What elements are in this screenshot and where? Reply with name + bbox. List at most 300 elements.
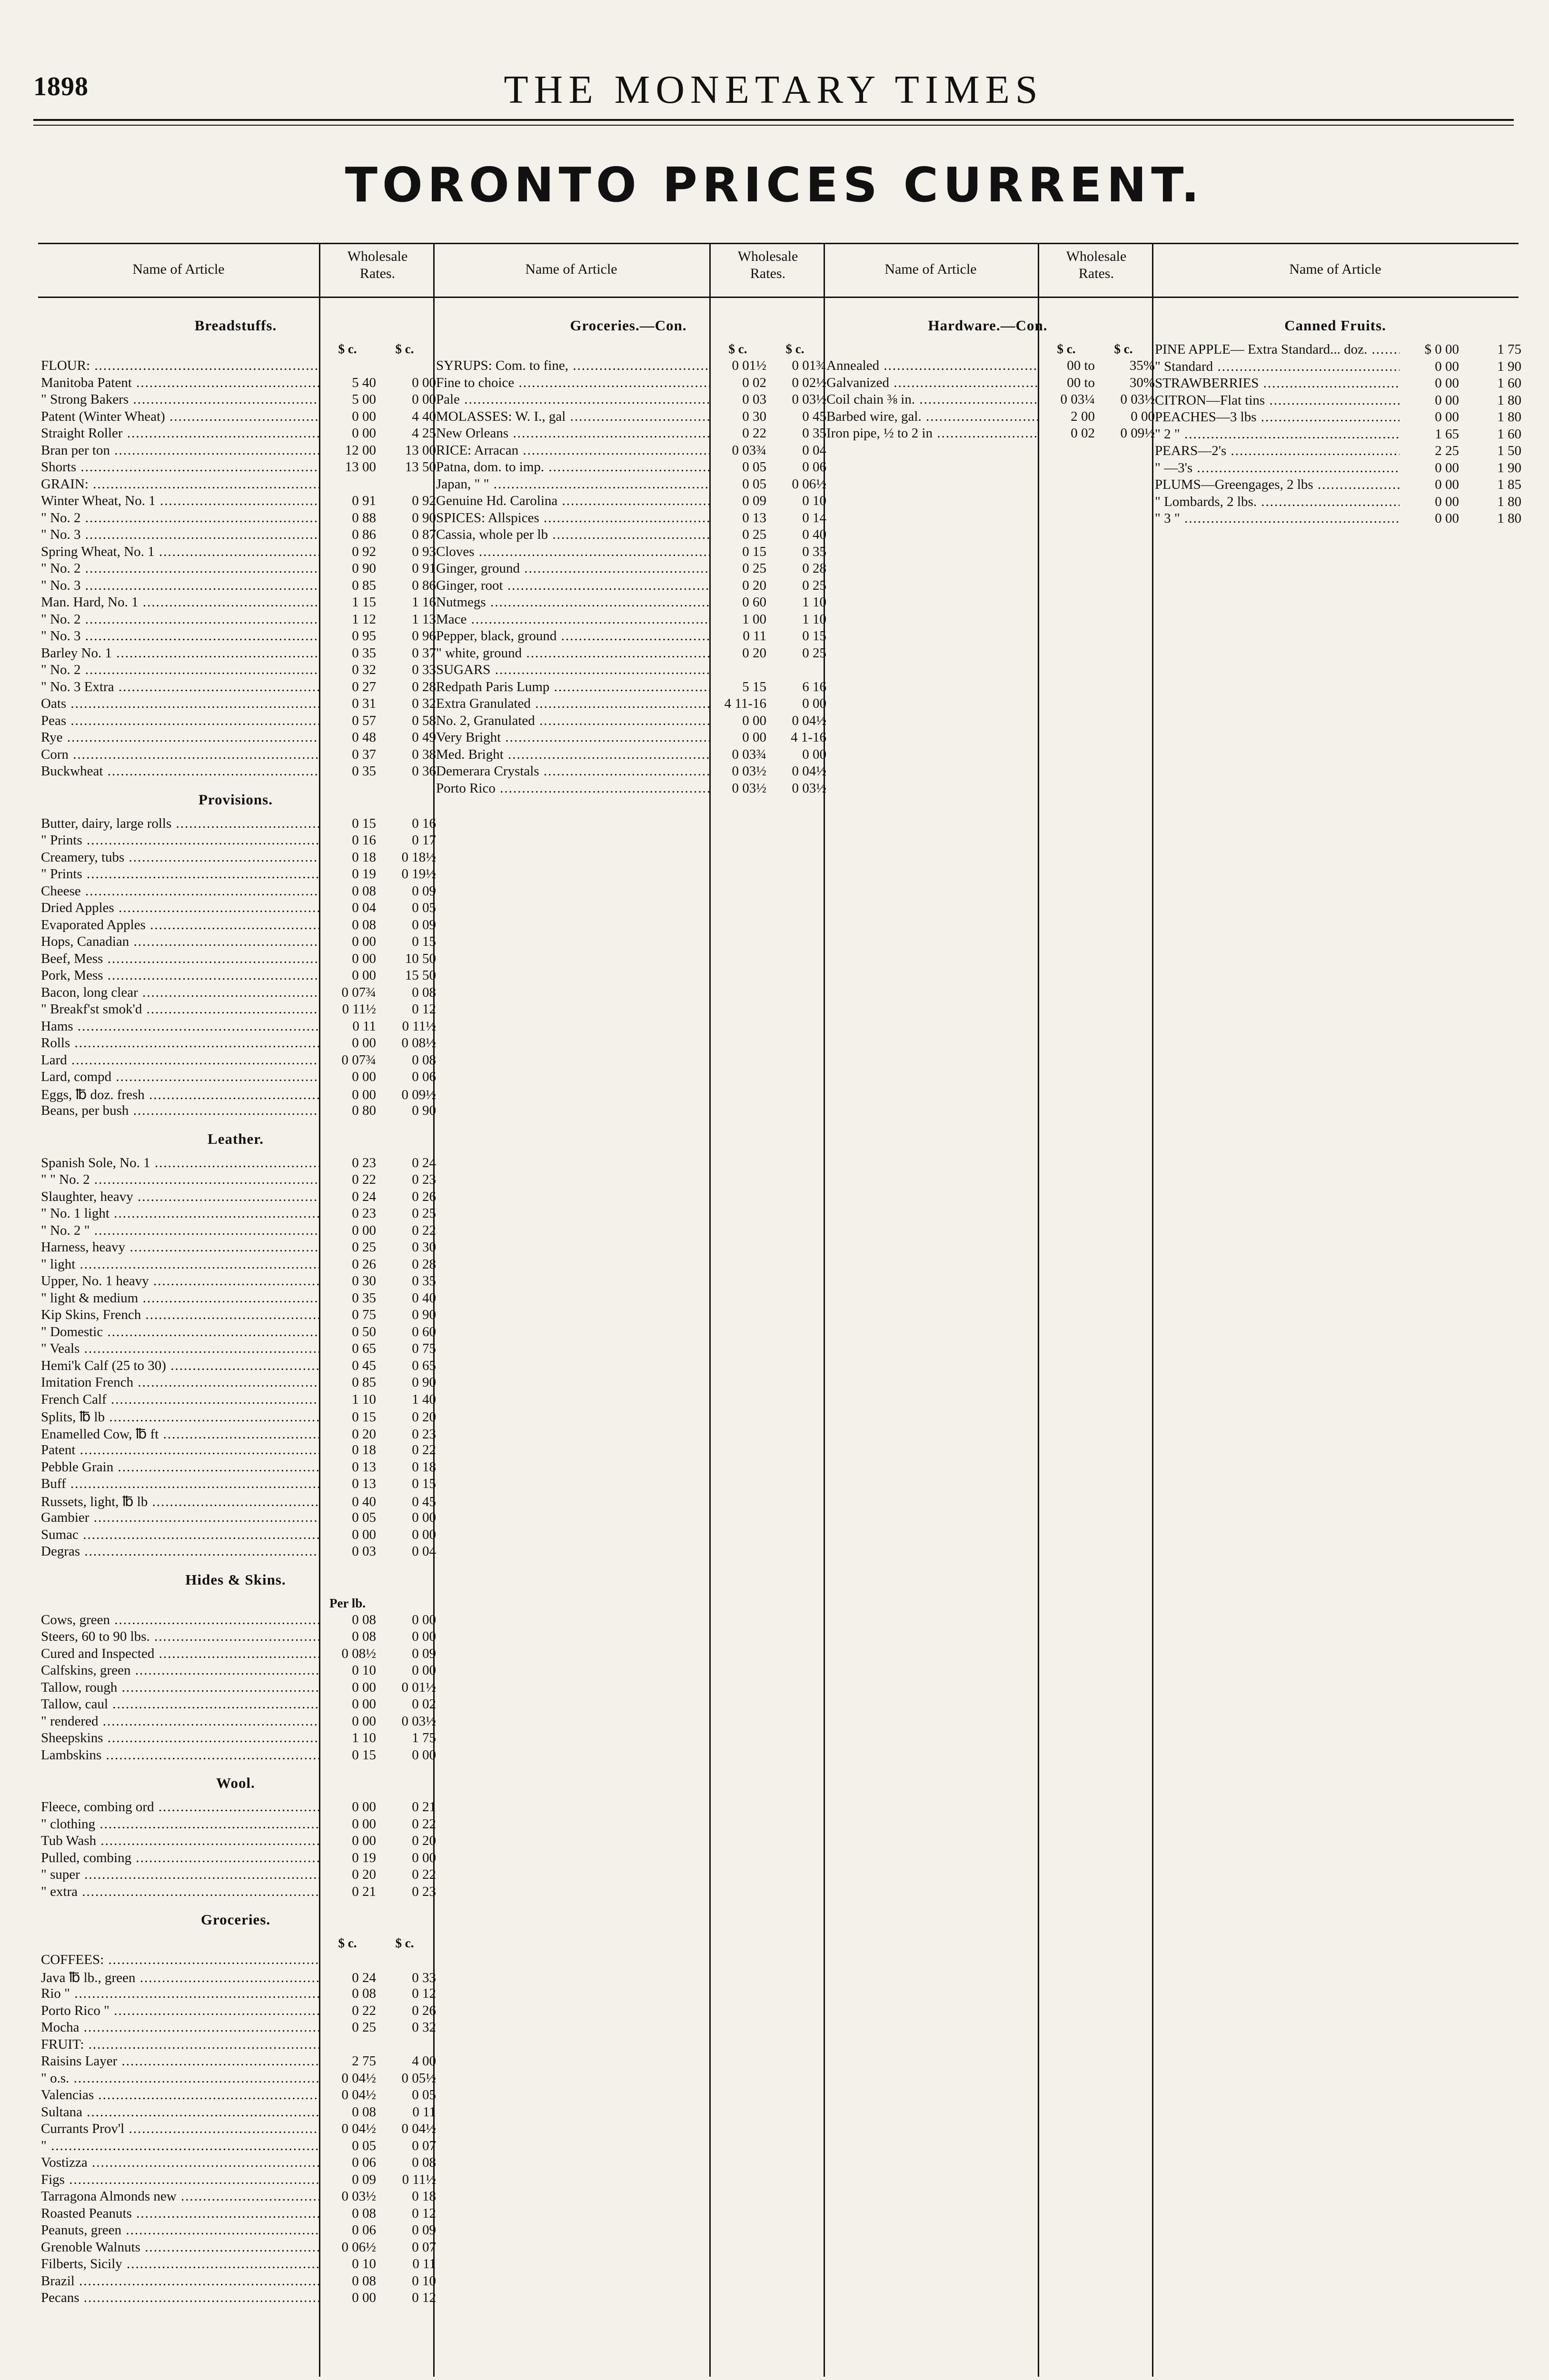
price-row xyxy=(433,747,824,764)
rate-low: 0 15 xyxy=(352,815,376,831)
article-name: Mocha ..... xyxy=(38,2020,319,2035)
article-name: Beef, Mess ..... xyxy=(38,951,319,967)
rate-high: 0 20 xyxy=(412,1833,436,1848)
rate-high: 0 93 xyxy=(412,544,436,559)
rate-low: 4 11-16 xyxy=(724,696,766,711)
article-name: " super ..... xyxy=(38,1867,319,1883)
section-title: Wool. xyxy=(216,1775,255,1791)
article-name: CITRON—Flat tins ..... xyxy=(1152,393,1400,408)
rate-high: 0 45 xyxy=(802,408,826,424)
article-name: Patent ..... xyxy=(38,1442,319,1458)
price-row xyxy=(1152,409,1519,426)
price-row xyxy=(38,561,436,578)
article-name: Fleece, combing ord ..... xyxy=(38,1799,319,1815)
article-name: " light & medium ..... xyxy=(38,1290,319,1306)
price-row xyxy=(433,358,824,375)
column-header xyxy=(824,244,1152,298)
article-name: Sheepskins ..... xyxy=(38,1730,319,1746)
article-name: Genuine Hd. Carolina ..... xyxy=(433,493,709,509)
price-row xyxy=(38,1172,436,1189)
rate-high: 0 16 xyxy=(412,815,436,831)
rate-high: 0 05 xyxy=(412,2087,436,2102)
rate-high: 0 03½ xyxy=(1120,392,1155,407)
price-row xyxy=(824,408,1155,426)
rate-high: 4 1-16 xyxy=(791,730,826,745)
rate-low: $ 0 00 xyxy=(1424,342,1459,357)
price-row xyxy=(38,1510,436,1527)
header-rule-thin xyxy=(33,125,1514,126)
article-name: FRUIT: ..... xyxy=(38,2037,319,2053)
rate-high: 0 25 xyxy=(412,1206,436,1221)
rate-high: 0 28 xyxy=(802,561,826,576)
rate-low: 13 00 xyxy=(345,459,376,475)
article-name: Grenoble Walnuts ..... xyxy=(38,2240,319,2255)
price-row xyxy=(38,1408,436,1426)
rate-low: 0 06 xyxy=(352,2155,376,2170)
price-row xyxy=(38,510,436,527)
price-row xyxy=(1152,443,1519,460)
article-name: Manitoba Patent ..... xyxy=(38,375,319,391)
rate-low: 0 02 xyxy=(742,375,766,390)
price-row xyxy=(38,833,436,850)
article-name: COFFEES: ..... xyxy=(38,1952,319,1968)
rate-low: 0 00 xyxy=(1435,494,1459,509)
article-name: Buckwheat ..... xyxy=(38,764,319,779)
price-row xyxy=(38,1240,436,1257)
price-row xyxy=(433,730,824,747)
price-row xyxy=(433,409,824,426)
article-name: Spanish Sole, No. 1 ..... xyxy=(38,1155,319,1171)
rate-low: 0 08 xyxy=(352,1612,376,1627)
rate-high: 0 09 xyxy=(412,2222,436,2238)
rate-low: 0 30 xyxy=(742,408,766,424)
price-row xyxy=(38,746,436,764)
price-row xyxy=(38,1884,436,1901)
price-row xyxy=(38,1952,433,1969)
price-row xyxy=(433,443,824,460)
rate-low: 0 00 xyxy=(352,951,376,966)
article-name: " Lombards, 2 lbs. ..... xyxy=(1152,494,1400,510)
unit-header xyxy=(38,1596,433,1612)
price-row xyxy=(38,493,436,510)
price-row xyxy=(38,628,436,645)
rate-high: 0 00 xyxy=(412,1663,436,1678)
rate-high: 0 07 xyxy=(412,2239,436,2255)
rate-high: 0 11 xyxy=(412,2104,436,2120)
article-name: Dried Apples ..... xyxy=(38,900,319,916)
rate-low: 5 40 xyxy=(352,375,376,390)
column-header xyxy=(38,244,433,298)
unit-header xyxy=(38,1936,433,1952)
rate-high: 4 25 xyxy=(412,426,436,441)
section-title: Groceries. xyxy=(200,1911,271,1928)
article-name: " light ..... xyxy=(38,1257,319,1272)
rate-high: 0 12 xyxy=(412,2290,436,2305)
price-row xyxy=(38,2121,436,2138)
article-name: SUGARS ..... xyxy=(433,662,709,678)
rate-high: 0 00 xyxy=(802,746,826,762)
price-row xyxy=(38,696,436,713)
article-name: " No. 3 ..... xyxy=(38,578,319,594)
rate-high: 0 33 xyxy=(412,1970,436,1985)
rate-high: 0 09 xyxy=(412,1646,436,1661)
price-row xyxy=(433,764,824,781)
rate-high: 0 08½ xyxy=(401,1035,436,1051)
rate-low: 0 03½ xyxy=(341,2189,376,2204)
rate-high: 0 26 xyxy=(412,2003,436,2018)
price-row xyxy=(38,1222,436,1240)
article-name: No. 2, Granulated ..... xyxy=(433,713,709,729)
article-name: Tallow, rough ..... xyxy=(38,1680,319,1696)
rate-high: 0 28 xyxy=(412,679,436,694)
article-name: Hemi'k Calf (25 to 30) ..... xyxy=(38,1358,319,1374)
rate-high: 0 04 xyxy=(802,442,826,458)
article-name: SPICES: Allspices ..... xyxy=(433,510,709,526)
rate-high: 0 00 xyxy=(412,392,436,407)
article-name: French Calf ..... xyxy=(38,1392,319,1408)
rate-low: 00 to xyxy=(1067,375,1095,390)
rate-high: 0 90 xyxy=(412,1307,436,1322)
rate-low: 0 03 xyxy=(742,392,766,407)
column-header-rates xyxy=(1038,248,1153,297)
article-name: Buff ..... xyxy=(38,1476,319,1492)
rate-low: 0 22 xyxy=(742,426,766,441)
article-name: RICE: Arracan ..... xyxy=(433,443,709,458)
article-name: Bacon, long clear ..... xyxy=(38,985,319,1001)
rate-high: 0 00 xyxy=(412,375,436,390)
price-row xyxy=(38,1002,436,1019)
price-row xyxy=(38,951,436,968)
rate-high: 0 04½ xyxy=(792,713,826,728)
rate-high: 0 23 xyxy=(412,1172,436,1187)
rate-low: 0 03 xyxy=(352,1544,376,1559)
rate-high: 0 11½ xyxy=(402,2172,436,2187)
price-row xyxy=(433,544,824,561)
rate-high: 0 10 xyxy=(412,2273,436,2289)
rate-high: 0 03½ xyxy=(792,392,826,407)
article-name: Calfskins, green ..... xyxy=(38,1663,319,1678)
article-name: " ..... xyxy=(38,2138,319,2154)
column-header-name: Name of Article xyxy=(884,261,977,277)
article-name: Lard ..... xyxy=(38,1052,319,1068)
rate-low: 0 85 xyxy=(352,577,376,593)
rate-high: 0 06 xyxy=(412,1069,436,1084)
unit-spacer xyxy=(433,342,709,358)
article-name: Peas ..... xyxy=(38,713,319,729)
price-row xyxy=(38,645,436,663)
price-row xyxy=(38,1476,436,1493)
rate-high: 35% xyxy=(1129,358,1155,373)
rate-low: 0 09 xyxy=(352,2172,376,2187)
price-row xyxy=(824,426,1155,443)
article-name: Japan, " " ..... xyxy=(433,476,709,492)
journal-title: THE MONETARY TIMES xyxy=(504,68,1043,112)
price-column xyxy=(1152,244,1519,2377)
rate-high: 0 09½ xyxy=(401,1087,436,1102)
rate-high: 0 09½ xyxy=(1120,426,1155,441)
rate-high: 0 01¾ xyxy=(792,358,826,373)
rate-high: 0 10 xyxy=(802,493,826,508)
rate-high: 0 75 xyxy=(412,1341,436,1356)
article-name: " No. 2 ..... xyxy=(38,662,319,678)
rate-low: 0 22 xyxy=(352,2003,376,2018)
article-name: " extra ..... xyxy=(38,1884,319,1900)
article-name: Extra Granulated ..... xyxy=(433,696,709,712)
price-row xyxy=(38,1663,436,1680)
price-row xyxy=(38,1018,436,1036)
rate-high: 0 09 xyxy=(412,883,436,899)
rate-high: 0 19½ xyxy=(401,866,436,882)
unit-spacer xyxy=(38,1596,319,1612)
rate-high: 0 28 xyxy=(412,1256,436,1272)
rate-high: 0 07 xyxy=(412,2138,436,2153)
price-row xyxy=(433,679,824,696)
price-row xyxy=(38,2138,436,2155)
section-title: Leather. xyxy=(208,1130,264,1147)
rate-low: 0 27 xyxy=(352,679,376,694)
article-name: " Domestic ..... xyxy=(38,1324,319,1340)
price-row xyxy=(38,1052,436,1070)
article-name: Pork, Mess ..... xyxy=(38,968,319,983)
rate-low: 1 00 xyxy=(742,611,766,627)
price-row xyxy=(38,1679,436,1697)
rate-low: 0 23 xyxy=(352,1206,376,1221)
rate-high: 0 33 xyxy=(412,662,436,677)
rate-high: 0 09 xyxy=(412,917,436,932)
price-row xyxy=(38,1493,436,1510)
rate-high: 0 01½ xyxy=(401,1679,436,1695)
article-name: Filberts, Sicily ..... xyxy=(38,2256,319,2272)
rate-low: 0 00 xyxy=(1435,409,1459,425)
rate-high: 0 23 xyxy=(412,1426,436,1442)
price-row xyxy=(38,1850,436,1867)
price-row xyxy=(38,866,436,883)
article-name: " Strong Bakers ..... xyxy=(38,392,319,407)
price-row xyxy=(38,662,436,679)
header-rule xyxy=(33,119,1514,121)
rate-low: 0 13 xyxy=(352,1459,376,1475)
rate-high: 1 40 xyxy=(412,1391,436,1407)
article-name: Splits, ℔ lb ..... xyxy=(38,1408,319,1425)
price-row xyxy=(433,612,824,629)
rate-low: 0 35 xyxy=(352,1290,376,1306)
price-row xyxy=(433,713,824,730)
article-name: Butter, dairy, large rolls ..... xyxy=(38,816,319,832)
unit-label: $ c. xyxy=(338,342,357,356)
unit-header xyxy=(433,342,824,358)
rate-low: 0 20 xyxy=(352,1426,376,1442)
rate-high: 0 04½ xyxy=(401,2121,436,2136)
article-name: Very Bright ..... xyxy=(433,730,709,745)
rate-high: 1 80 xyxy=(1497,409,1521,425)
rate-high: 0 22 xyxy=(412,1442,436,1458)
price-row xyxy=(38,1290,436,1308)
price-row xyxy=(38,1273,436,1290)
article-name: Porto Rico " ..... xyxy=(38,2003,319,2019)
price-row xyxy=(1152,426,1519,444)
rate-high: 0 00 xyxy=(412,1629,436,1644)
rate-low: 0 37 xyxy=(352,746,376,762)
unit-spacer xyxy=(38,1936,319,1952)
price-row xyxy=(38,1816,436,1834)
rates-label-line2: Rates. xyxy=(750,266,786,281)
price-row xyxy=(38,1155,436,1172)
article-name: GRAIN: ..... xyxy=(38,476,319,492)
rate-high: 0 17 xyxy=(412,833,436,848)
article-name: Sumac ..... xyxy=(38,1527,319,1543)
rate-high: 0 03½ xyxy=(401,1713,436,1729)
price-row xyxy=(38,1426,436,1443)
rate-low: 1 15 xyxy=(352,595,376,610)
article-name: " Veals ..... xyxy=(38,1341,319,1357)
price-row xyxy=(38,408,436,426)
price-row xyxy=(38,2239,436,2257)
article-name: " —3's ..... xyxy=(1152,460,1400,476)
rate-low: 0 00 xyxy=(742,730,766,745)
rate-high: 0 23 xyxy=(412,1884,436,1899)
price-row xyxy=(433,527,824,544)
rate-high: 13 00 xyxy=(405,442,436,458)
article-name: " No. 2 ..... xyxy=(38,612,319,627)
rate-high: 10 50 xyxy=(405,951,436,966)
article-name: Hops, Canadian ..... xyxy=(38,934,319,950)
rate-high: 0 30 xyxy=(412,1240,436,1255)
price-row xyxy=(433,628,824,645)
rate-low: 0 00 xyxy=(352,1069,376,1084)
price-row xyxy=(38,1986,436,2003)
rate-high: 0 00 xyxy=(412,1747,436,1763)
rate-low: 0 23 xyxy=(352,1155,376,1170)
rate-high: 0 40 xyxy=(802,527,826,542)
unit-label: $ c. xyxy=(395,1936,414,1950)
rate-high: 0 03½ xyxy=(792,780,826,796)
price-row xyxy=(38,984,436,1002)
rate-high: 0 15 xyxy=(802,628,826,644)
article-name: Pulled, combing ..... xyxy=(38,1850,319,1866)
rate-low: 0 03½ xyxy=(732,780,766,796)
article-name: Evaporated Apples ..... xyxy=(38,917,319,933)
rate-low: 0 80 xyxy=(352,1103,376,1118)
price-row xyxy=(38,1629,436,1646)
article-name: Brazil ..... xyxy=(38,2273,319,2289)
article-name: Currants Prov'l ..... xyxy=(38,2121,319,2137)
price-row xyxy=(38,730,436,747)
rate-high: 0 22 xyxy=(412,1816,436,1832)
rate-low: 0 00 xyxy=(352,408,376,424)
rate-high: 0 90 xyxy=(412,510,436,526)
rate-low: 0 31 xyxy=(352,696,376,711)
article-name: Porto Rico ..... xyxy=(433,781,709,796)
rate-low: 0 40 xyxy=(352,1494,376,1509)
article-name: Barley No. 1 ..... xyxy=(38,645,319,661)
rate-low: 0 05 xyxy=(352,2138,376,2153)
column-body xyxy=(38,298,436,2307)
price-row xyxy=(38,934,436,951)
article-name: Pecans ..... xyxy=(38,2290,319,2306)
article-name: " " No. 2 ..... xyxy=(38,1172,319,1188)
rate-low: 0 04½ xyxy=(341,2087,376,2102)
price-row xyxy=(433,662,824,679)
rate-high: 0 22 xyxy=(412,1222,436,1238)
rate-low: 0 05 xyxy=(352,1510,376,1525)
rate-low: 0 48 xyxy=(352,730,376,745)
rate-high: 0 04 xyxy=(412,1544,436,1559)
price-row xyxy=(38,679,436,696)
rate-low: 5 00 xyxy=(352,392,376,407)
rate-high: 4 00 xyxy=(412,2053,436,2069)
rate-low: 0 11 xyxy=(743,628,766,644)
article-name: " 3 " ..... xyxy=(1152,511,1400,526)
article-name: Annealed ..... xyxy=(824,358,1038,374)
article-name: Roasted Peanuts ..... xyxy=(38,2206,319,2221)
rate-high: 0 32 xyxy=(412,696,436,711)
rate-high: 1 85 xyxy=(1497,477,1521,492)
rate-low: 0 04 xyxy=(352,900,376,915)
article-name: " No. 2 ..... xyxy=(38,510,319,526)
price-row xyxy=(38,1867,436,1884)
price-column xyxy=(38,244,436,2377)
unit-label: $ c. xyxy=(1114,342,1133,356)
price-row xyxy=(38,1375,436,1392)
price-row xyxy=(38,2189,436,2206)
column-header xyxy=(433,244,824,298)
article-name: Redpath Paris Lump ..... xyxy=(433,679,709,695)
article-name: " 2 " ..... xyxy=(1152,426,1400,442)
rate-low: 0 75 xyxy=(352,1307,376,1322)
rate-low: 0 85 xyxy=(352,1375,376,1390)
article-name: Raisins Layer ..... xyxy=(38,2053,319,2069)
rate-low: 0 25 xyxy=(742,527,766,542)
price-row xyxy=(824,358,1155,375)
rate-high: 0 00 xyxy=(412,1510,436,1525)
rate-high: 1 80 xyxy=(1497,494,1521,509)
rate-column-divider xyxy=(1038,244,1039,2377)
price-row xyxy=(1152,359,1519,376)
article-name: Mace ..... xyxy=(433,612,709,627)
price-row xyxy=(1152,494,1519,511)
rate-high: 0 90 xyxy=(412,1375,436,1390)
rate-high: 0 08 xyxy=(412,2155,436,2170)
rate-high: 0 04½ xyxy=(792,764,826,779)
rate-low: 0 60 xyxy=(742,595,766,610)
price-row xyxy=(38,1833,436,1850)
rate-low: 0 10 xyxy=(352,2256,376,2271)
rate-high: 0 11½ xyxy=(402,1018,436,1034)
article-name: Ginger, root ..... xyxy=(433,578,709,594)
article-name: Patna, dom. to imp. ..... xyxy=(433,459,709,475)
article-name: New Orleans ..... xyxy=(433,426,709,441)
section-title: Hides & Skins. xyxy=(185,1571,286,1588)
article-name: Coil chain ⅜ in. ..... xyxy=(824,392,1038,407)
price-row xyxy=(38,1612,436,1629)
article-name: Lard, compd ..... xyxy=(38,1069,319,1085)
section-title: Hardware.—Con. xyxy=(928,317,1048,334)
price-row xyxy=(38,1527,436,1544)
rate-column-divider xyxy=(319,244,320,2377)
rate-low: 2 00 xyxy=(1071,408,1095,424)
rate-low: 0 08 xyxy=(352,1629,376,1644)
article-name: PEACHES—3 lbs ..... xyxy=(1152,409,1400,425)
rate-high: 0 12 xyxy=(412,2205,436,2221)
rate-high: 1 16 xyxy=(412,595,436,610)
article-name: Imitation French ..... xyxy=(38,1375,319,1390)
article-name: Beans, per bush ..... xyxy=(38,1103,319,1119)
article-name: Figs ..... xyxy=(38,2172,319,2188)
article-name: Kip Skins, French ..... xyxy=(38,1307,319,1323)
rate-low: 0 06½ xyxy=(341,2239,376,2255)
rate-low: 0 26 xyxy=(352,1256,376,1272)
rate-high: 0 96 xyxy=(412,628,436,644)
